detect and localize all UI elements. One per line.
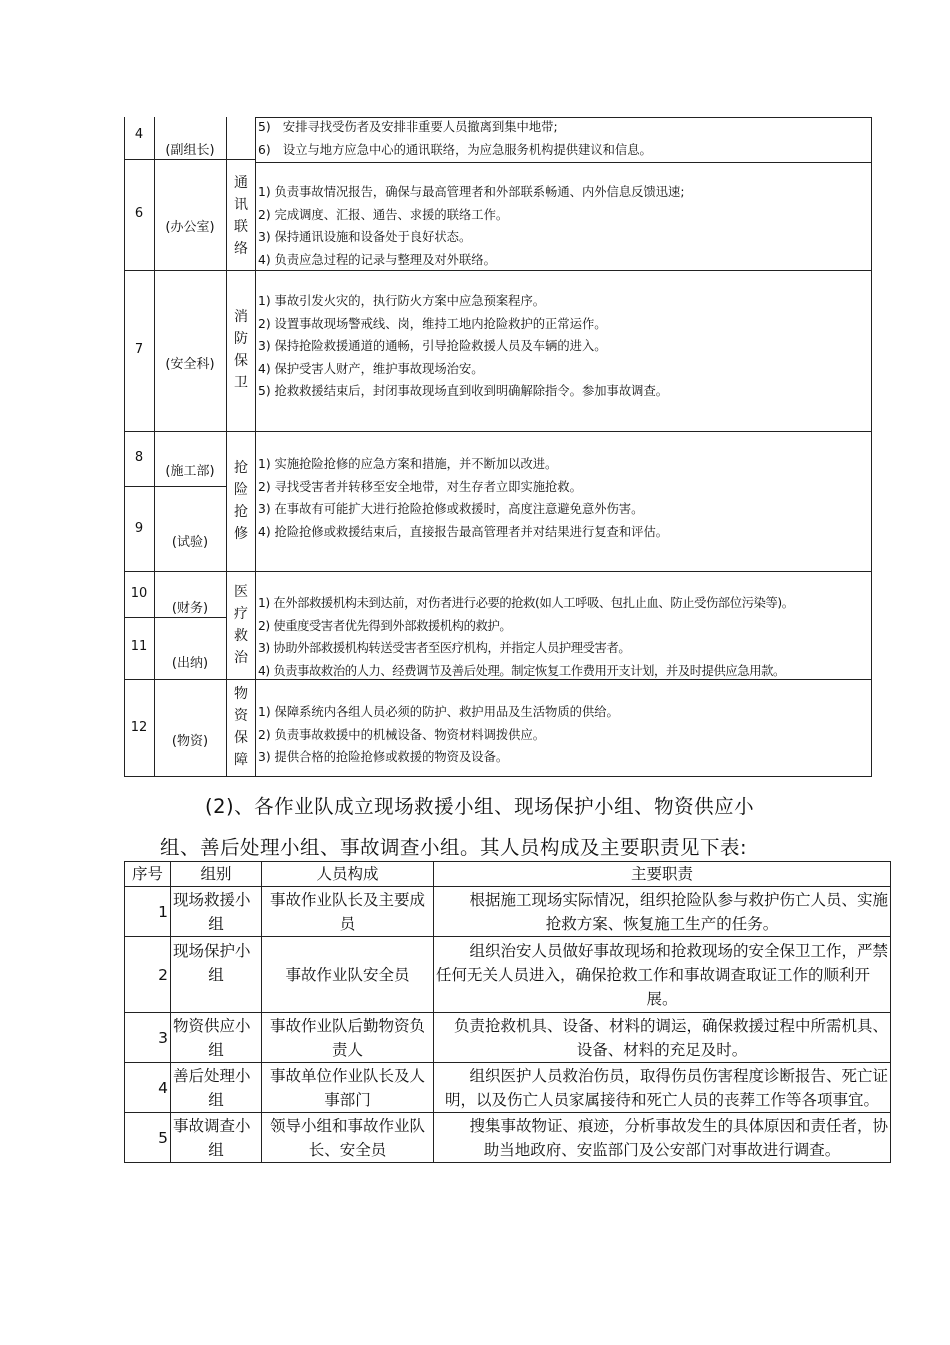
cell-line: 负责抢救机具、设备、材料的调运，确保救援过程中所需机具、: [453, 1016, 888, 1035]
duty-item: 1) 实施抢险抢修的应急方案和措施，并不断加以改进。: [258, 457, 558, 471]
cell-line: 事故调查小: [173, 1116, 251, 1135]
duty-item: 5) 安排寻找受伤者及安排非重要人员撤离到集中地带;: [258, 120, 558, 134]
duty-item: 1) 负责事故情况报告，确保与最高管理者和外部联系畅通、内外信息反馈迅速;: [258, 185, 685, 199]
department-label: (出纳): [171, 656, 209, 671]
function-char: 联: [234, 219, 248, 235]
table-border: [871, 117, 872, 777]
table-row: [125, 887, 891, 937]
function-char: 防: [234, 331, 248, 347]
column-header: 主要职责: [434, 862, 891, 887]
duty-item: 1) 保障系统内各组人员必须的防护、救护用品及生活物质的供给。: [258, 705, 619, 719]
duty-item: 4) 抢险抢修或救援结束后，直接报告最高管理者并对结果进行复查和评估。: [258, 524, 669, 539]
group-name: [171, 1013, 262, 1063]
cell-line: 事故单位作业队长及人: [269, 1066, 425, 1085]
cell-line: 组: [208, 1040, 224, 1059]
cell-line: 责人: [331, 1040, 363, 1059]
group-name: [171, 887, 262, 937]
duty-item: 4) 保护受害人财产，维护事故现场治安。: [258, 361, 484, 376]
cell-line: 善后处理小: [173, 1066, 251, 1085]
cell-line: 搜集事故物证、痕迹，分析事故发生的具体原因和责任者，协: [469, 1116, 888, 1135]
row-number: 10: [130, 586, 148, 601]
duty-list: [258, 181, 684, 271]
responsibility-table-1: [124, 117, 872, 777]
group-members: [262, 887, 434, 937]
group-number: 4: [125, 1063, 171, 1113]
function-char: 医: [234, 584, 248, 600]
duty-item: 6) 设立与地方应急中心的通讯联络，为应急服务机构提供建议和信息。: [258, 142, 652, 157]
cell-line: 事部门: [324, 1090, 371, 1109]
group-name: [171, 1063, 262, 1113]
cell-line: 领导小组和事故作业队: [269, 1116, 425, 1135]
duty-item: 3) 保持抢险救援通道的通畅，引导抢险救援人员及车辆的进入。: [258, 339, 607, 353]
row-number: 11: [130, 639, 148, 654]
function-char: 抢: [234, 504, 248, 520]
cell-line: 展。: [646, 989, 678, 1008]
function-label: [227, 306, 255, 394]
duty-item: 2) 使重度受害者优先得到外部救援机构的救护。: [258, 618, 512, 633]
function-char: 修: [234, 526, 248, 542]
table-header-row: [125, 862, 891, 887]
rescue-groups-table: [124, 861, 891, 1163]
department-label: (财务): [171, 601, 209, 616]
group-duty: [434, 1113, 891, 1163]
paragraph-line: 组、善后处理小组、事故调查小组。其人员构成及主要职责见下表:: [160, 836, 748, 859]
cell-line: 组: [208, 966, 224, 984]
function-char: 保: [234, 730, 248, 746]
cell-line: 物资供应小: [173, 1016, 251, 1035]
cell-line: 组: [208, 1140, 224, 1159]
duty-item: 1) 在外部救援机构未到达前，对伤者进行必要的抢救(如人工呼吸、包扎止血、防止受伤部位污染等)。: [258, 596, 794, 610]
row-number: 12: [130, 720, 148, 735]
duty-item: 3) 提供合格的抢险抢修或救援的物资及设备。: [258, 750, 509, 764]
cell-line: 组织医护人员救治伤员，取得伤员伤害程度诊断报告、死亡证: [469, 1066, 888, 1085]
table-border: [124, 571, 872, 572]
function-char: 险: [234, 482, 248, 498]
function-char: 救: [234, 628, 248, 644]
duty-item: 5) 抢救救援结束后，封闭事故现场直到收到明确解除指令。参加事故调查。: [258, 384, 669, 398]
duty-item: 2) 寻找受害者并转移至安全地带，对生存者立即实施抢救。: [258, 479, 582, 494]
group-name: [171, 937, 262, 1013]
duty-item: 4) 负责事故救治的人力、经费调节及善后处理。制定恢复工作费用开支计划，并及时提供应急用款。: [258, 663, 785, 678]
duty-list: [258, 453, 668, 543]
function-label: [227, 172, 255, 260]
cell-line: 现场救援小: [173, 890, 251, 909]
group-number: 3: [125, 1013, 171, 1063]
group-name: [171, 1113, 262, 1163]
cell-line: 长、安全员: [308, 1140, 387, 1159]
cell-line: 员: [339, 914, 356, 933]
table-row: [125, 1013, 891, 1063]
table-border: [124, 617, 226, 618]
function-char: 卫: [234, 375, 248, 391]
function-char: 治: [234, 650, 248, 666]
function-char: 资: [234, 708, 248, 724]
cell-line: 组织治安人员做好事故现场和抢救现场的安全保卫工作，严禁: [469, 941, 888, 960]
function-char: 物: [234, 686, 248, 702]
duty-item: 2) 完成调度、汇报、通告、求援的联络工作。: [258, 207, 509, 222]
function-char: 疗: [234, 606, 248, 622]
column-header: 人员构成: [262, 862, 434, 887]
function-label: [227, 683, 255, 771]
department-label: (安全科): [165, 357, 215, 372]
function-char: 保: [234, 353, 248, 369]
table-border: [255, 117, 256, 777]
group-members: [262, 1063, 434, 1113]
column-header: 组别: [171, 862, 262, 887]
department-label: (施工部): [165, 464, 215, 479]
cell-line: 根据施工现场实际情况，组织抢险队参与救护伤亡人员、实施: [469, 890, 888, 909]
duty-item: 3) 在事故有可能扩大进行抢险抢修或救援时，高度注意避免意外伤害。: [258, 502, 644, 516]
group-duty: [434, 1063, 891, 1113]
group-members: [262, 1113, 434, 1163]
group-number: 1: [125, 887, 171, 937]
row-number: 7: [134, 342, 144, 357]
table-row: [125, 1113, 891, 1163]
duty-item: 3) 协助外部救援机构转送受害者至医疗机构，并指定人员护理受害者。: [258, 641, 631, 655]
department-label: (试验): [171, 535, 209, 550]
duty-item: 2) 负责事故救援中的机械设备、物资材料调拨供应。: [258, 727, 546, 742]
table-row: [125, 937, 891, 1013]
cell-line: 明，以及伤亡人员家属接待和死亡人员的丧葬工作等各项事宜。: [444, 1090, 879, 1109]
department-label: (办公室): [165, 220, 215, 235]
duty-list: [258, 592, 794, 682]
function-char: 障: [234, 752, 248, 768]
table-border: [255, 162, 872, 163]
group-duty: [434, 887, 891, 937]
cell-line: 事故作业队后勤物资负: [269, 1016, 425, 1035]
function-char: 消: [234, 309, 248, 325]
duty-item: 1) 事故引发火灾的，执行防火方案中应急预案程序。: [258, 294, 546, 308]
group-number: 5: [125, 1113, 171, 1163]
paragraph-line: (2)、各作业队成立现场救援小组、现场保护小组、物资供应小: [205, 795, 755, 818]
function-char: 通: [234, 175, 248, 191]
department-label: (副组长): [165, 143, 215, 158]
group-members: [262, 1013, 434, 1063]
duty-item: 2) 设置事故现场警戒线、岗，维持工地内抢险救护的正常运作。: [258, 316, 607, 331]
table-border: [124, 776, 872, 777]
table-row: [125, 1063, 891, 1113]
row-number: 9: [134, 521, 144, 536]
row-number: 4: [134, 127, 144, 142]
cell-line: 现场保护小: [173, 942, 251, 960]
duty-list: [258, 290, 668, 403]
cell-line: 组: [208, 1090, 224, 1109]
duty-item: 4) 负责应急过程的记录与整理及对外联络。: [258, 252, 496, 267]
group-number: 2: [125, 937, 171, 1013]
cell-line: 事故作业队长及主要成: [269, 890, 425, 909]
table-border: [124, 431, 872, 432]
duty-item: 3) 保持通讯设施和设备处于良好状态。: [258, 230, 472, 244]
table-border: [124, 159, 255, 160]
function-char: 讯: [234, 197, 248, 213]
group-duty: [434, 937, 891, 1013]
group-duty: [434, 1013, 891, 1063]
row-number: 8: [134, 450, 144, 465]
function-label: [227, 457, 255, 545]
column-header: 序号: [125, 862, 171, 887]
group-members: [262, 937, 434, 1013]
cell-line: 助当地政府、安监部门及公安部门对事故进行调查。: [483, 1140, 841, 1159]
cell-line: 事故作业队安全员: [285, 965, 410, 984]
duty-list: [258, 701, 619, 769]
cell-line: 设备、材料的充足及时。: [576, 1040, 748, 1059]
row-number: 6: [134, 206, 144, 221]
table-border: [124, 486, 226, 487]
duty-list: [258, 116, 652, 161]
cell-line: 抢救方案、恢复施工生产的任务。: [545, 914, 779, 933]
cell-line: 任何无关人员进入，确保抢救工作和事故调查取证工作的顺利开: [436, 965, 871, 984]
function-char: 抢: [234, 460, 248, 476]
cell-line: 组: [208, 914, 224, 933]
function-label: [227, 581, 255, 669]
function-char: 络: [234, 241, 248, 257]
department-label: (物资): [171, 734, 209, 749]
